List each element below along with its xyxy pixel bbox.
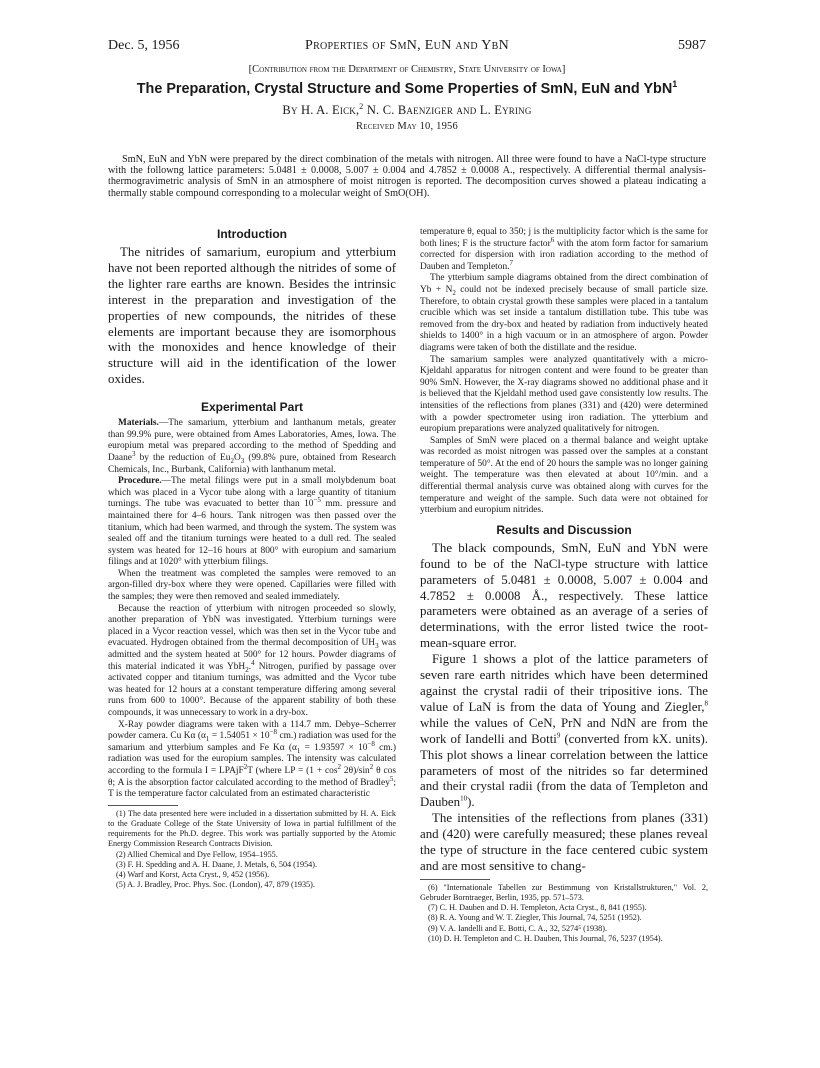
xray-text-i: ; T is the temperature factor calculated from an estimated characteristic xyxy=(108,777,396,800)
right-column xyxy=(420,227,708,944)
footnote-4: (4) Warf and Korst, Acta Cryst., 9, 452 (1956). xyxy=(116,869,270,879)
footnote-mark: 3 xyxy=(131,449,136,458)
issue-date: Dec. 5, 1956 xyxy=(108,38,180,53)
paper-title-text: The Preparation, Crystal Structure and Some Properties of SmN, EuN and YbN xyxy=(136,81,673,97)
introduction-heading: Introduction xyxy=(217,227,287,241)
left-column xyxy=(108,227,396,890)
res2-text-b: while the values of CeN, PrN and NdN are from the work of Iandelli and Botti xyxy=(420,715,708,746)
page-number: 5987 xyxy=(678,38,706,53)
results-paragraph-3: The intensities of the reflections from planes (331) and (420) were carefully measured; these planes reveal the type of structure in the face centered cubic system and are most sensitive to chang- xyxy=(420,811,708,873)
res2-text-c: (converted from kX. units). This plot shows a linear correlation between the lattice parameters of most of the nitrides so far determined and their crystal radii (from the data of Templeton and Dauben xyxy=(420,731,708,810)
subscript: 2 xyxy=(230,456,234,465)
intensity-continuation-paragraph xyxy=(420,227,708,273)
procedure-label: Procedure. xyxy=(118,476,162,487)
xray-paragraph xyxy=(108,720,396,801)
footnote-mark: 10 xyxy=(460,795,468,804)
xray-text-h: θ cos θ; A is the absorption factor calculated according to the method of Bradley xyxy=(108,765,396,788)
subscript: 3 xyxy=(375,642,379,651)
contribution-line: [Contribution from the Department of Chemistry, State University of Iowa] xyxy=(248,64,566,75)
yb-text-d: Nitrogen, purified by passage over activated copper and titanium turnings, was admitted and the Vycor tube was heated for 12 hours at a constant temperature differing among several runs from 600 to 1000°. Because of the apparent stability of both these compounds, it was unnecessary to work in a dry-box. xyxy=(108,661,396,718)
footnote-1: (1) The data presented here were included in a dissertation submitted by H. A. Eick to the Graduate College of the State University of Iowa in partial fulfillment of the requirements for the Ph.D. degree. This work was partially supported by the Atomic Energy Commission Research Contracts Division. xyxy=(108,808,396,849)
dry-box-paragraph: When the treatment was completed the samples were removed to an argon-filled dry-box where they were opened. Capillaries were filled with the samples; they were then removed and sealed immediately. xyxy=(108,568,396,603)
xray-text-e: cm.) radiation was used for the europium samples. The intensity was calculated according to the formula I = LPAjF xyxy=(108,742,396,776)
ytterbium-diagram-paragraph xyxy=(420,273,708,354)
experimental-heading: Experimental Part xyxy=(200,400,304,415)
footnote-7: (7) C. H. Dauben and D. H. Templeton, Acta Cryst., 8, 841 (1955). xyxy=(428,903,647,913)
superscript: 2 xyxy=(369,762,374,771)
xray-text-b: = 1.54051 × 10 xyxy=(209,731,270,742)
footnote-10: (10) D. H. Templeton and C. H. Dauben, This Journal, 76, 5237 (1954). xyxy=(428,933,663,943)
footnote-divider xyxy=(420,879,490,880)
footnote-mark: 7 xyxy=(509,258,514,267)
samarium-analysis-paragraph: The samarium samples were analyzed quantitatively with a micro-Kjeldahl apparatus for nitrogen content and were found to be greater than 90% SmN. However, the X-ray diagrams showed no additional phase and it is believed that the Kjeldahl method used gave consistently low results. The intensities of the reflections from planes (331) and (420) were determined with a powder spectrometer using iron radiation. The ytterbium and europium preparations were analyzed qualitatively for nitrogen. xyxy=(420,354,708,435)
ybdiag-text-a: The ytterbium sample diagrams obtained from the direct combination of Yb + N xyxy=(420,273,708,295)
footnote-8: (8) R. A. Young and W. T. Ziegler, This Journal, 74, 5251 (1952). xyxy=(428,913,642,923)
materials-text-c: O xyxy=(233,452,241,463)
xray-text-g: 2θ)/sin xyxy=(341,765,370,776)
subscript: 2 xyxy=(245,665,249,674)
results-paragraph-2 xyxy=(420,652,708,811)
running-title: Properties of SmN, EuN and YbN xyxy=(304,38,510,53)
cont-text-a: temperature θ, equal to 350; j is the multiplicity factor which is the same for both lines; F is the structure factor xyxy=(420,227,708,249)
author-footnote-mark: 2 xyxy=(359,101,364,111)
footnote-mark: 5 xyxy=(389,774,394,783)
footnote-9: (9) V. A. Iandelli and E. Botti, C. A., 32, 5274⁵ (1938). xyxy=(428,923,608,933)
xray-text-f: T (where LP = (1 + cos xyxy=(247,765,338,776)
superscript: 2 xyxy=(243,762,248,771)
footnote-mark: 8 xyxy=(704,699,708,708)
footnote-mark: 6 xyxy=(550,235,555,244)
article-header xyxy=(108,64,706,132)
xray-text-a: X-Ray powder diagrams were taken with a 114.7 mm. Debye–Scherrer powder camera. Cu Kα (α xyxy=(108,719,396,742)
title-footnote-mark: 1 xyxy=(672,79,678,90)
yb-text-c: . xyxy=(248,661,252,672)
introduction-paragraph: The nitrides of samarium, europium and ytterbium have not been reported although the nitrides of some of the lighter rare earths are known. Besides the intrinsic interest in the preparation and investigation of the properties of new compounds, the nitrides of these elements are important because they are isomorphous with the monoxides and hence knowledge of their structure will aid in the identification of the lower oxides. xyxy=(108,245,396,387)
author-rest: N. C. Baenziger and L. Eyring xyxy=(363,103,532,117)
paper-title xyxy=(108,81,706,97)
results-paragraph-1: The black compounds, SmN, EuN and YbN were found to be of the NaCl-type structure with lattice parameters of 5.0481 ± 0.0008, 5.007 ± 0.004 and 4.7852 ± 0.0008 Å., respectively. These lattice parameters were obtained as an average of a series of determinations, with the error listed twice the root-mean-square error. xyxy=(420,540,708,651)
res2-text-d: ). xyxy=(467,795,475,810)
materials-text-d: (99.8% pure, obtained from Research Chemicals, Inc., Burbank, California) with lanthanum metal. xyxy=(108,452,396,475)
subscript: 2 xyxy=(452,288,456,297)
superscript: −5 xyxy=(313,496,321,505)
cont-text-b: with the atom form factor for samarium corrected for dispersion with iron radiation according to the method of Dauben and Templeton. xyxy=(420,238,708,272)
author-by: By H. A. Eick, xyxy=(282,103,360,117)
superscript: 2 xyxy=(337,762,342,771)
materials-paragraph xyxy=(108,418,396,476)
xray-text-c: cm.) radiation was used for the samarium and ytterbium samples and Fe Kα (α xyxy=(108,731,396,753)
footnote-mark: 4 xyxy=(251,658,255,667)
xray-text-d: = 1.93597 × 10 xyxy=(300,742,368,753)
materials-text-a: —The samarium, ytterbium and lanthanum metals, greater than 99.9% pure, were obtained from Ames Laboratories, Ames, Iowa. The europium metal was prepared according to the method of Spedding and Daane xyxy=(108,418,396,463)
superscript: −8 xyxy=(269,728,278,737)
materials-text-b: by the reduction of Eu xyxy=(135,452,231,463)
materials-label: Materials. xyxy=(118,418,159,429)
author-line xyxy=(108,103,706,118)
footnote-3: (3) F. H. Spedding and A. H. Daane, J. Metals, 6, 504 (1954). xyxy=(116,859,318,869)
subscript: 1 xyxy=(205,735,210,744)
thermal-balance-paragraph: Samples of SmN were placed on a thermal balance and weight uptake was recorded as moist nitrogen was passed over the samples at a constant temperature of 50°. At the end of 20 hours the sample was no longer gaining weight. The temperature was then elevated at about 10°/min. and a differential thermal analysis curve was obtained along with curves for the temperature and weight of the sample. Such data were not obtained for ytterbium and europium nitrides. xyxy=(420,435,708,516)
yb-text-b: was admitted and the system heated at 500° for 12 hours. Powder diagrams of this material indicated it was YbH xyxy=(108,638,396,672)
footnote-5: (5) A. J. Bradley, Proc. Phys. Soc. (London), 47, 879 (1935). xyxy=(116,880,315,890)
abstract: SmN, EuN and YbN were prepared by the direct combination of the metals with nitrogen. All three were found to have a NaCl-type structure with the followng lattice parameters: 5.0481 ± 0.0008, 5.007 ± 0.004 and 4.7852 ± 0.0008 A., respectively. A differential thermal analysis-thermogravimetric analysis of SmN in an atmosphere of moist nitrogen is reported. The decomposition curves showed a plateau indicating a thermally stable compound corresponding to a molecular weight of SmO(OH). xyxy=(108,154,706,199)
superscript: −8 xyxy=(367,739,375,748)
results-heading: Results and Discussion xyxy=(496,522,632,537)
running-head xyxy=(108,38,706,56)
res2-text-a: Figure 1 shows a plot of the lattice parameters of seven rare earth nitrides which have been determined against the crystal radii of their tripositive ions. The value of LaN is from the data of Young and Ziegler, xyxy=(420,652,708,714)
footnote-6: (6) "Internationale Tabellen zur Bestimmung von Kristallstrukturen," Vol. 2, Gebruder Borntraeger, Berlin, 1935, pp. 571–573. xyxy=(420,882,708,903)
subscript: 3 xyxy=(240,456,245,465)
procedure-text-b: mm. pressure and maintained there for 4–6 hours. Tank nitrogen was then passed over the titanium, which had been warmed, and through the system. The system was sealed off and the titanium turnings were heated to a dull red. The sealed system was heated for 12–16 hours at 800° with europium and samarium filings and at 1020° with ytterbium filings. xyxy=(108,499,396,568)
subscript: 1 xyxy=(296,746,301,755)
footnote-2: (2) Allied Chemical and Dye Fellow, 1954–1955. xyxy=(116,849,278,859)
footnote-divider xyxy=(108,805,178,806)
received-date: Received May 10, 1956 xyxy=(356,121,458,132)
ytterbium-paragraph xyxy=(108,604,396,720)
procedure-paragraph xyxy=(108,476,396,569)
procedure-text-a: —The metal filings were put in a small molybdenum boat which was placed in a Vycor tube along with a large quantity of titanium turnings. The tube was evacuated to better than 10 xyxy=(108,476,396,510)
footnote-mark: 9 xyxy=(556,731,561,740)
ybdiag-text-b: could not be indexed precisely because of small particle size. Therefore, to obtain crystal growth these samples were placed in a tantalum crucible which was set inside a tantalum distillation tube. This tube was removed from the dry-box and heated by radiation from inductively heated shields to 1400° in a high vacuum or in an atmosphere of argon. Powder diagrams were taken of both the distillate and the residue. xyxy=(420,284,708,353)
yb-text-a: Because the reaction of ytterbium with nitrogen proceeded so slowly, another preparation of YbN was investigated. Ytterbium turnings were placed in a Vycor reaction vessel, which was then set in the Vycor tube and evacuated. Hydrogen obtained from the thermal decomposition of UH xyxy=(108,603,396,649)
